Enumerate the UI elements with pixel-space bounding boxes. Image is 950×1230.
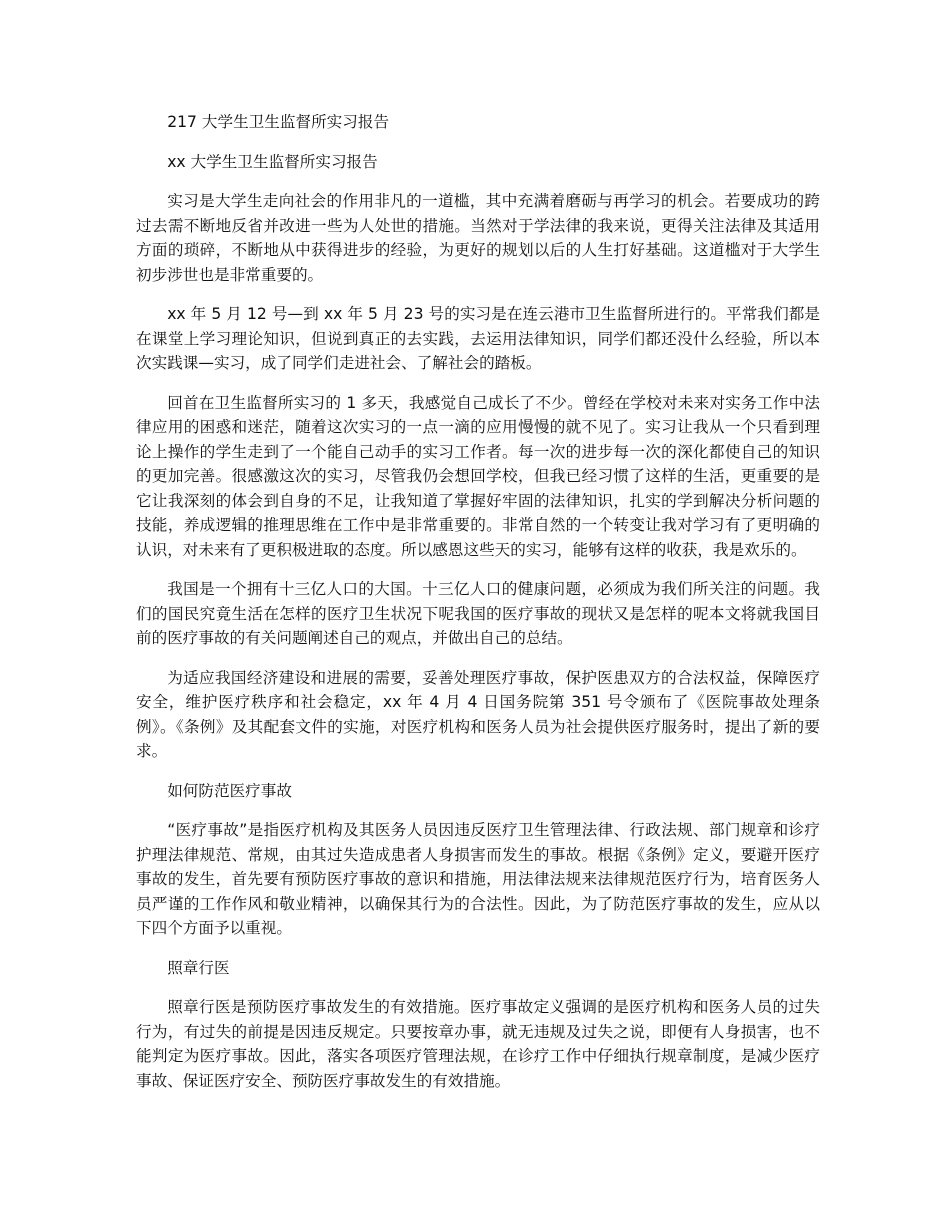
paragraph-5: 为适应我国经济建设和进展的需要，妥善处理医疗事故，保护医患双方的合法权益，保障医疗安全，维护医疗秩序和社会稳定，xx 年 4 月 4 日国务院第 351 号令颁布了《医院事故处理条例》。《条例》及其配套文件的实施，对医疗机构和医务人员为社会提供医疗服务时，提出了新的要求。 bbox=[136, 668, 820, 760]
paragraph-7: 照章行医是预防医疗事故发生的有效措施。医疗事故定义强调的是医疗机构和医务人员的过失行为，有过失的前提是因违反规定。只要按章办事，就无违规及过失之说，即便有人身损害，也不能判定为医疗事故。因此，落实各项医疗管理法规，在诊疗工作中仔细执行规章制度，是减少医疗事故、保证医疗安全、预防医疗事故发生的有效措施。 bbox=[136, 998, 820, 1090]
paragraph-3: 回首在卫生监督所实习的 1 多天，我感觉自己成长了不少。曾经在学校对未来对实务工作中法律应用的困惑和迷茫，随着这次实习的一点一滴的应用慢慢的就不见了。实习让我从一个只看到理论上操作的学生走到了一个能自己动手的实习工作者。每一次的进步每一次的深化都使自己的知识的更加完善。很感激这次的实习，尽管我仍会想回学校，但我已经习惯了这样的生活，更重要的是它让我深刻的体会到自身的不足，让我知道了掌握好牢固的法律知识，扎实的学到解决分析问题的技能，养成逻辑的推理思维在工作中是非常重要的。非常自然的一个转变让我对学习有了更明确的认识，对未来有了更积极进取的态度。所以感恩这些天的实习，能够有这样的收获，我是欢乐的。 bbox=[136, 393, 820, 559]
paragraph-2: xx 年 5 月 12 号—到 xx 年 5 月 23 号的实习是在连云港市卫生监督所进行的。平常我们都是在课堂上学习理论知识，但说到真正的去实践，去运用法律知识，同学们都还没什么经验，所以本次实践课—实习，成了同学们走进社会、了解社会的踏板。 bbox=[136, 305, 820, 372]
paragraph-4: 我国是一个拥有十三亿人口的大国。十三亿人口的健康问题，必须成为我们所关注的问题。我们的国民究竟生活在怎样的医疗卫生状况下呢我国的医疗事故的现状又是怎样的呢本文将就我国目前的医疗事故的有关问题阐述自己的观点，并做出自己的总结。 bbox=[136, 580, 820, 647]
document-body bbox=[136, 110, 820, 1108]
document-subtitle: xx 大学生卫生监督所实习报告 bbox=[167, 152, 378, 171]
section-heading-1: 如何防范医疗事故 bbox=[167, 781, 292, 800]
paragraph-6: “医疗事故”是指医疗机构及其医务人员因违反医疗卫生管理法律、行政法规、部门规章和诊疗护理法律规范、常规，由其过失造成患者人身损害而发生的事故。根据《条例》定义，要避开医疗事故的发生，首先要有预防医疗事故的意识和措施，用法律法规来法律规范医疗行为，培育医务人员严谨的工作作风和敬业精神，以确保其行为的合法性。因此，为了防范医疗事故的发生，应从以下四个方面予以重视。 bbox=[136, 821, 820, 937]
document-title: 217 大学生卫生监督所实习报告 bbox=[167, 113, 390, 131]
paragraph-1: 实习是大学生走向社会的作用非凡的一道槛，其中充满着磨砺与再学习的机会。若要成功的跨过去需不断地反省并改进一些为人处世的措施。当然对于学法律的我来说，更得关注法律及其适用方面的琐碎，不断地从中获得进步的经验，为更好的规划以后的人生打好基础。这道槛对于大学生初步涉世也是非常重要的。 bbox=[136, 192, 820, 284]
section-heading-2: 照章行医 bbox=[167, 958, 230, 977]
